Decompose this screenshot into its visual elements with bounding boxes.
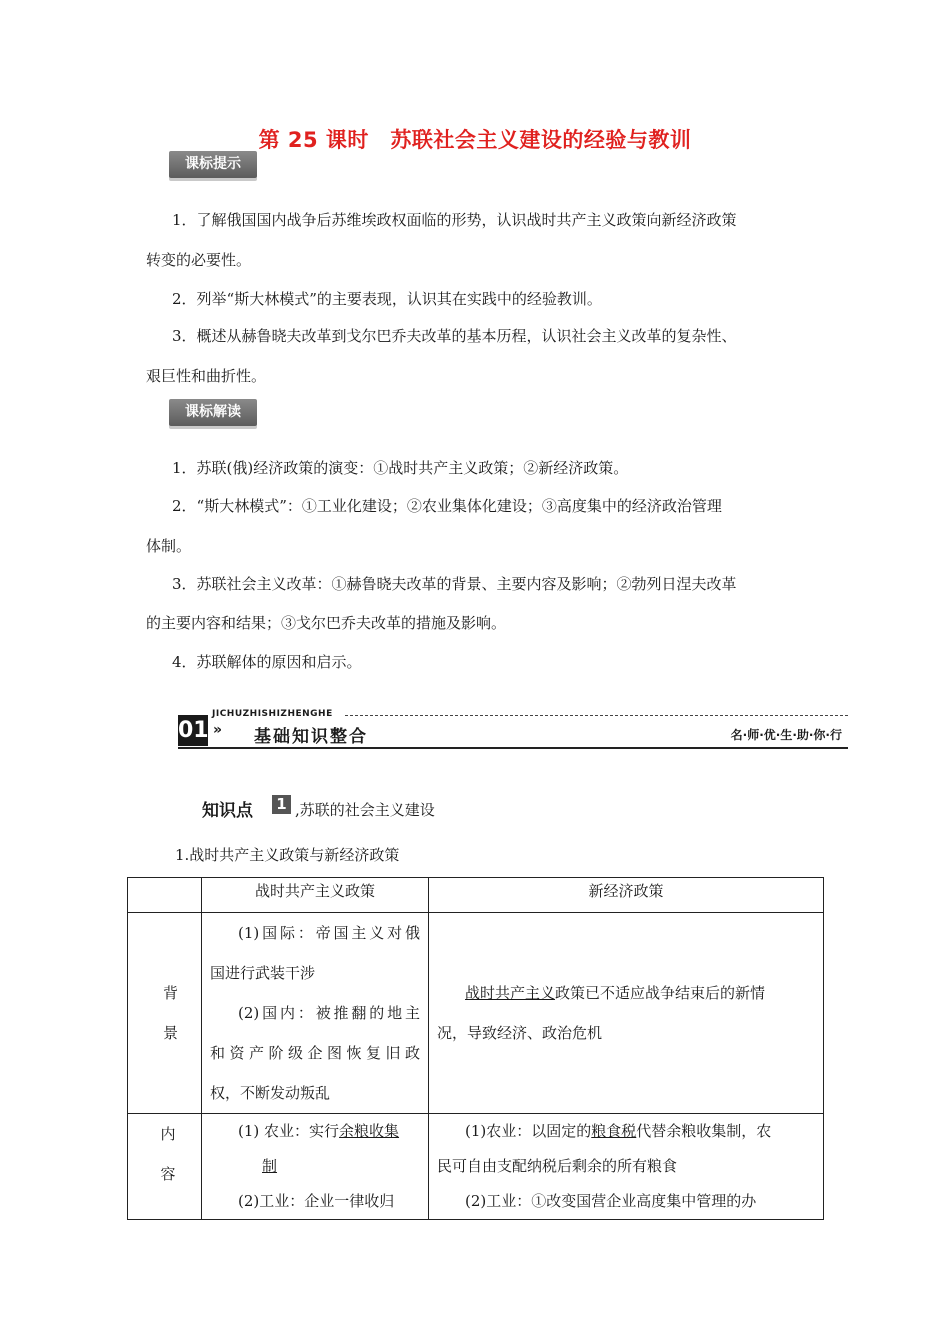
section-heading: 1.战时共产主义政策与新经济政策 [175,846,400,864]
section-tag-curriculum-tips: 课标提示 [169,151,257,178]
reading-3-line-2: 的主要内容和结果；③戈尔巴乔夫改革的措施及影响。 [146,614,507,632]
tip-3-line-2: 艰巨性和曲折性。 [146,367,267,385]
underlined-term: 粮食税 [591,1122,637,1140]
banner-number: 01 [178,715,208,746]
reading-2-line-1: 2．“斯大林模式”：①工业化建设；②农业集体化建设；③高度集中的经济政治管理 [172,497,722,515]
knowledge-point-label: 知识点 [202,801,253,821]
row-label-text: 内容 [160,1125,176,1183]
table-cell [202,1114,429,1220]
table-header-cell: 新经济政策 [429,878,824,913]
cell-line: (1)国际：帝国主义对俄 [238,924,420,942]
cell-line: (2)国内：被推翻的地主 [238,1004,420,1022]
cell-line: 权，不断发动叛乱 [210,1084,331,1102]
underlined-term: 余粮收集 [339,1122,400,1140]
chevron-icon: » [213,722,223,738]
section-tag-curriculum-reading: 课标解读 [169,399,257,426]
banner-pinyin: JICHUZHISHIZHENGHE [212,709,333,719]
cell-text: 政策已不适应战争结束后的新情 [555,984,766,1002]
cell-line [210,1114,420,1149]
banner-dashed-rule [345,715,848,716]
cell-line: (2)工业：①改变国营企业高度集中管理的办 [465,1192,757,1210]
table-cell [202,913,429,1114]
table-row [128,1114,824,1220]
knowledge-point-text: ,苏联的社会主义建设 [295,801,435,819]
reading-4: 4．苏联解体的原因和启示。 [172,653,362,671]
table-cell [429,1114,824,1220]
tip-2: 2．列举“斯大林模式”的主要表现，认识其在实践中的经验教训。 [172,290,602,308]
knowledge-point-number: 1 [272,795,291,814]
reading-1: 1．苏联(俄)经济政策的演变：①战时共产主义政策；②新经济政策。 [172,459,629,477]
table-header-cell: 战时共产主义政策 [202,878,429,913]
cell-line: (2)工业：企业一律收归 [238,1192,395,1210]
reading-3-line-1: 3．苏联社会主义改革：①赫鲁晓夫改革的背景、主要内容及影响；②勃列日涅夫改革 [172,575,737,593]
banner-rule [178,747,848,749]
underlined-term: 制 [262,1157,278,1175]
cell-line: 和资产阶级企图恢复旧政 [210,1044,420,1062]
underlined-term: 战时共产主义 [465,984,556,1002]
row-label [128,1114,202,1220]
table-header-cell [128,878,202,913]
tip-3-line-1: 3．概述从赫鲁晓夫改革到戈尔巴乔夫改革的基本历程，认识社会主义改革的复杂性、 [172,327,737,345]
table-header-row [128,878,824,913]
page-title: 第 25 课时 苏联社会主义建设的经验与教训 [258,128,692,152]
cell-text: (1)农业：以固定的 [465,1122,592,1140]
cell-line: 况，导致经济、政治危机 [437,1024,603,1042]
policy-comparison-table [127,877,824,1220]
cell-line [437,1114,815,1149]
cell-line: 国进行武装干涉 [210,964,316,982]
knowledge-point-title: 苏联的社会主义建设 [299,801,435,819]
banner-slogan: 名·师·优·生·助·你·行 [730,728,842,742]
cell-line [210,1149,420,1184]
row-label [128,913,202,1114]
cell-line [437,973,815,1013]
table-cell [429,913,824,1114]
cell-line: 民可自由支配纳税后剩余的所有粮食 [437,1157,678,1175]
cell-text: (1) 农业：实行 [238,1122,340,1140]
tip-1-line-1: 1．了解俄国国内战争后苏维埃政权面临的形势，认识战时共产主义政策向新经济政策 [172,211,737,229]
cell-text: 代替余粮收集制，农 [636,1122,772,1140]
tip-1-line-2: 转变的必要性。 [146,251,252,269]
row-label-text: 背景 [162,984,178,1042]
banner-title: 基础知识整合 [254,727,368,747]
reading-2-line-2: 体制。 [146,537,192,555]
table-row [128,913,824,1114]
